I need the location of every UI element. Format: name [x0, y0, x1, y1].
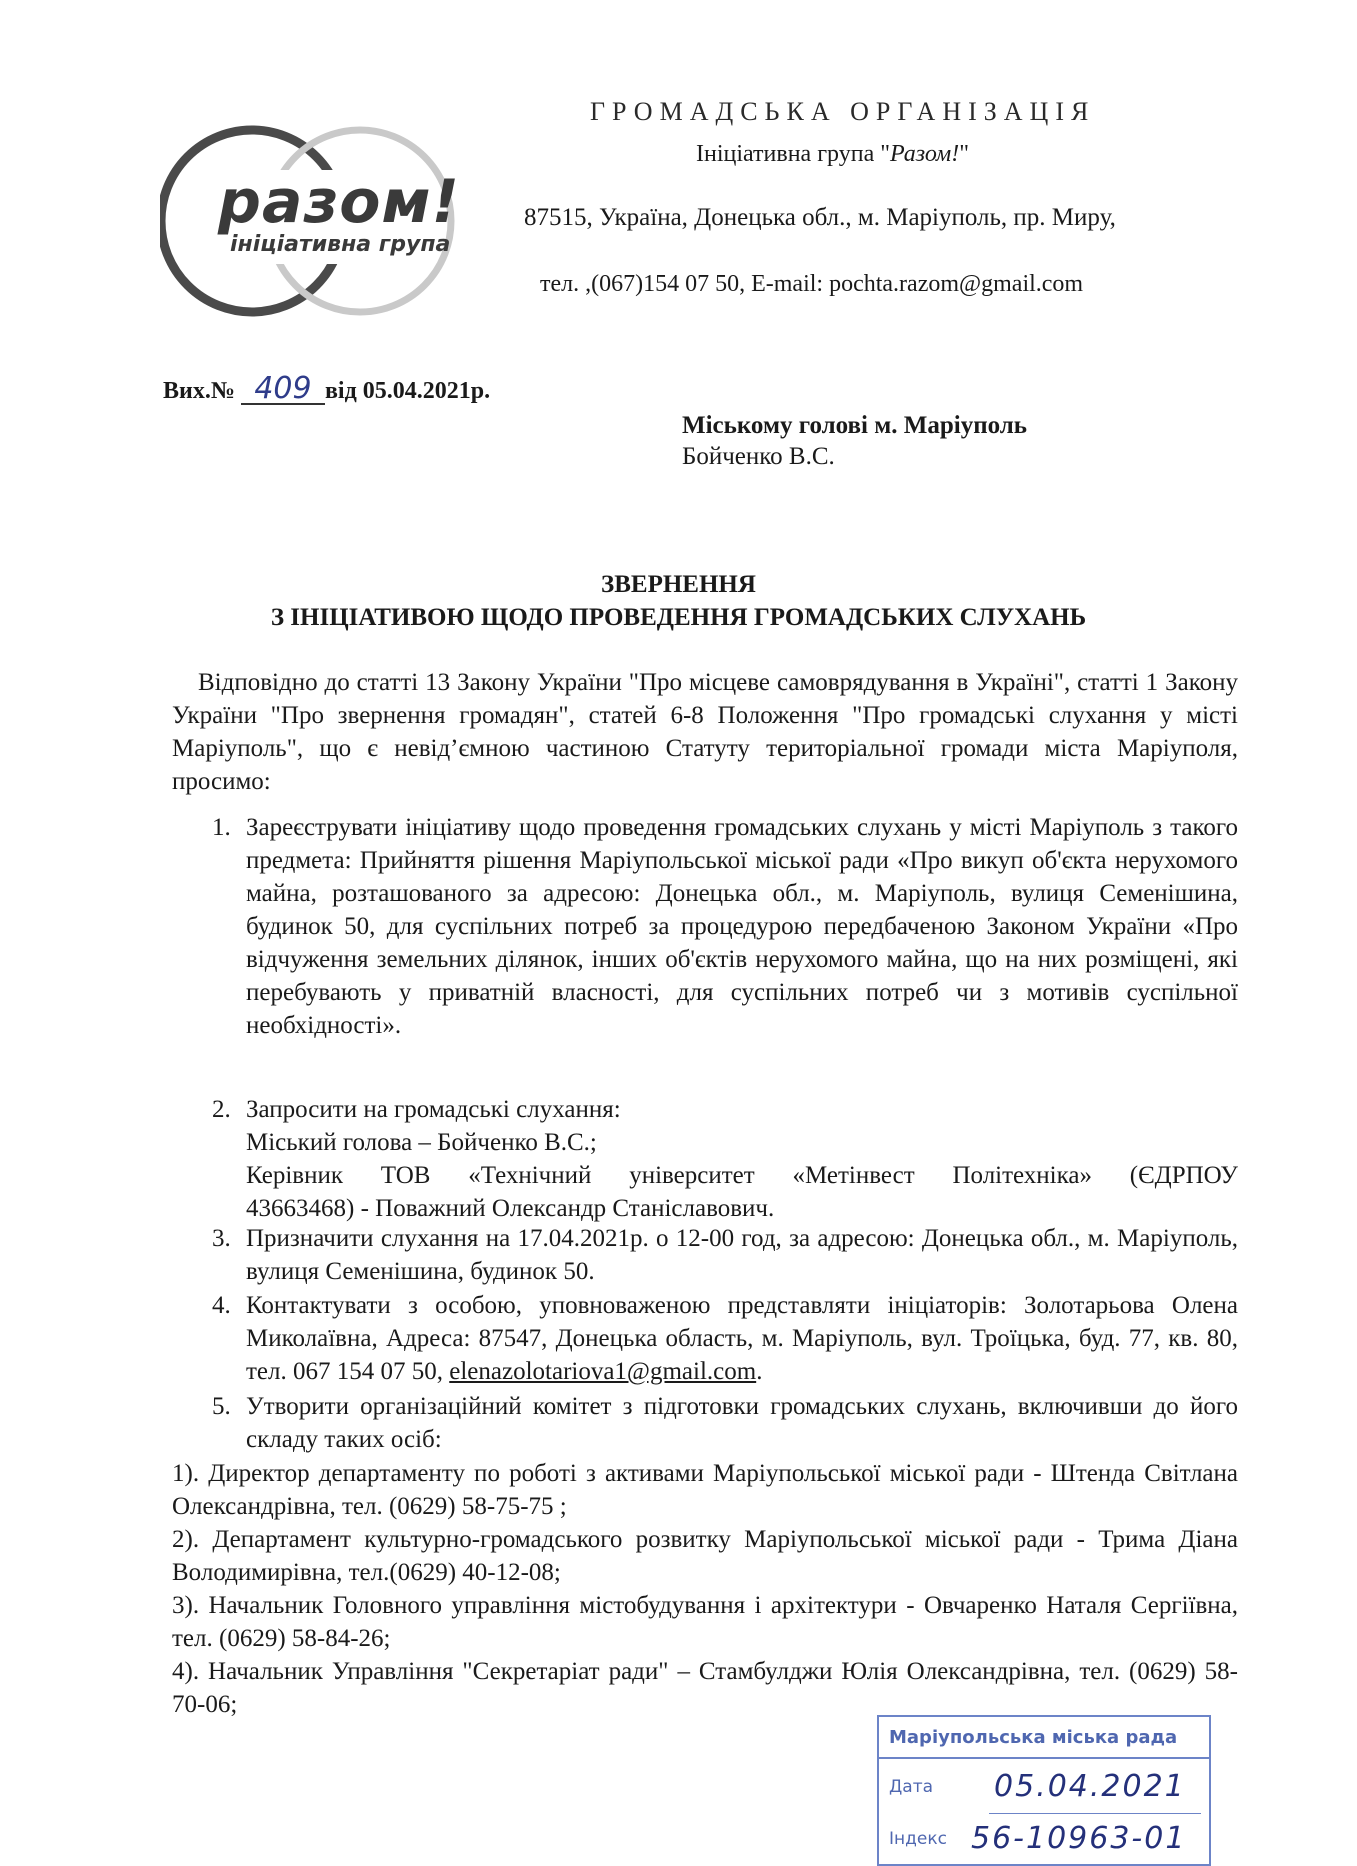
- organization-contacts: тел. ,(067)154 07 50, E-mail: pochta.razom@gmail.com: [540, 271, 1084, 297]
- outgoing-number: Вих.№ 409 від 05.04.2021р.: [163, 371, 491, 406]
- addressee-name: Бойченко В.С.: [682, 443, 835, 470]
- member-entry: 3). Начальник Головного управління містобудування і архітектури - Овчаренко Наталя Сергіївна, тел. (0629) 58-84-26;: [172, 1592, 1238, 1652]
- member-entry: 1). Директор департаменту по роботі з активами Маріупольської міської ради - Штенда Світлана Олександрівна, тел. (0629) 58-75-75 ;: [172, 1460, 1238, 1520]
- member-entry: 4). Начальник Управління "Секретаріат ради" – Стамбулджи Юлія Олександрівна, тел. (0629) 58-70-06;: [172, 1658, 1238, 1718]
- addressee-position: Міському голові м. Маріуполь: [682, 412, 1028, 439]
- handwritten-number: 409: [241, 375, 325, 405]
- registration-stamp: [877, 1715, 1211, 1866]
- document-title: ЗВЕРНЕННЯ: [601, 571, 756, 598]
- list-item: 3. Призначити слухання на 17.04.2021р. о 12-00 год, за адресою: Донецька обл., м. Маріуполь, вулиця Семенішина, будинок 50.: [212, 1225, 1238, 1285]
- list-item: 1. Зареєструвати ініціативу щодо проведення громадських слухань у місті Маріуполь з такого предмета: Прийняття рішення Маріупольської міської ради «Про викуп об'єкта нерухомого майна, розташованого за адресою: Донецька обл., м. Маріуполь, вулиця Семенішина, будинок 50, для суспільних потреб за процедурою передбаченою Законом України «Про відчуження земельних ділянок, інших об'єктів нерухомого майна, що на них розміщені, які перебувають у приватній власності, для суспільних потреб чи з мотивів суспільної необхідності».: [212, 814, 1238, 1039]
- logo-word: разом!: [218, 167, 460, 237]
- organization-title: ГРОМАДСЬКА ОРГАНІЗАЦІЯ: [590, 97, 1096, 126]
- list-item: 2. Запросити на громадські слухання: Міський голова – Бойченко В.С.; Керівник ТОВ «Технічний університет «Метінвест Політехніка» (ЄДРПОУ 43663468) - Поважний Олександр Станіславович.: [212, 1096, 1238, 1222]
- stamp-index-value: 56-10963-01: [971, 1821, 1187, 1856]
- organization-logo: [160, 108, 470, 328]
- member-entry: 2). Департамент культурно-громадського розвитку Маріупольської міської ради - Трима Діана Володимирівна, тел.(0629) 40-12-08;: [172, 1526, 1238, 1586]
- stamp-header: Маріупольська міська рада: [879, 1717, 1209, 1759]
- stamp-date-label: Дата: [889, 1777, 934, 1797]
- list-item: 5. Утворити організаційний комітет з підготовки громадських слухань, включивши до його складу таких осіб:: [212, 1393, 1238, 1453]
- organization-address: 87515, Україна, Донецька обл., м. Маріуполь, пр. Миру,: [524, 204, 1116, 231]
- contact-email-link[interactable]: elenazolotariova1@gmail.com: [449, 1358, 757, 1385]
- document-subtitle: З ІНІЦІАТИВОЮ ЩОДО ПРОВЕДЕННЯ ГРОМАДСЬКИХ СЛУХАНЬ: [270, 604, 1087, 631]
- organization-subtitle: Ініціативна група "Разом!": [696, 141, 970, 167]
- logo-subtitle: ініціативна група: [230, 232, 451, 257]
- stamp-index-label: Індекс: [889, 1829, 947, 1849]
- intro-paragraph: Відповідно до статті 13 Закону України "Про місцеве самоврядування в Україні", статті 1 Закону України "Про звернення громадян", статей 6-8 Положення "Про громадські слухання у місті Маріуполь", що є невід’ємною частиною Статуту територіальної громади міста Маріуполя, просимо:: [172, 669, 1238, 795]
- stamp-date-value: 05.04.2021: [994, 1769, 1186, 1804]
- committee-members: [172, 1457, 1238, 1721]
- list-item: 4. Контактувати з особою, уповноваженою представляти ініціаторів: Золотарьова Олена Миколаївна, Адреса: 87547, Донецька область, м. Маріуполь, вул. Троїцька, буд. 77, кв. 80, тел. 067 154 07 50, elenazolotariova1@gmail.com.: [212, 1292, 1238, 1385]
